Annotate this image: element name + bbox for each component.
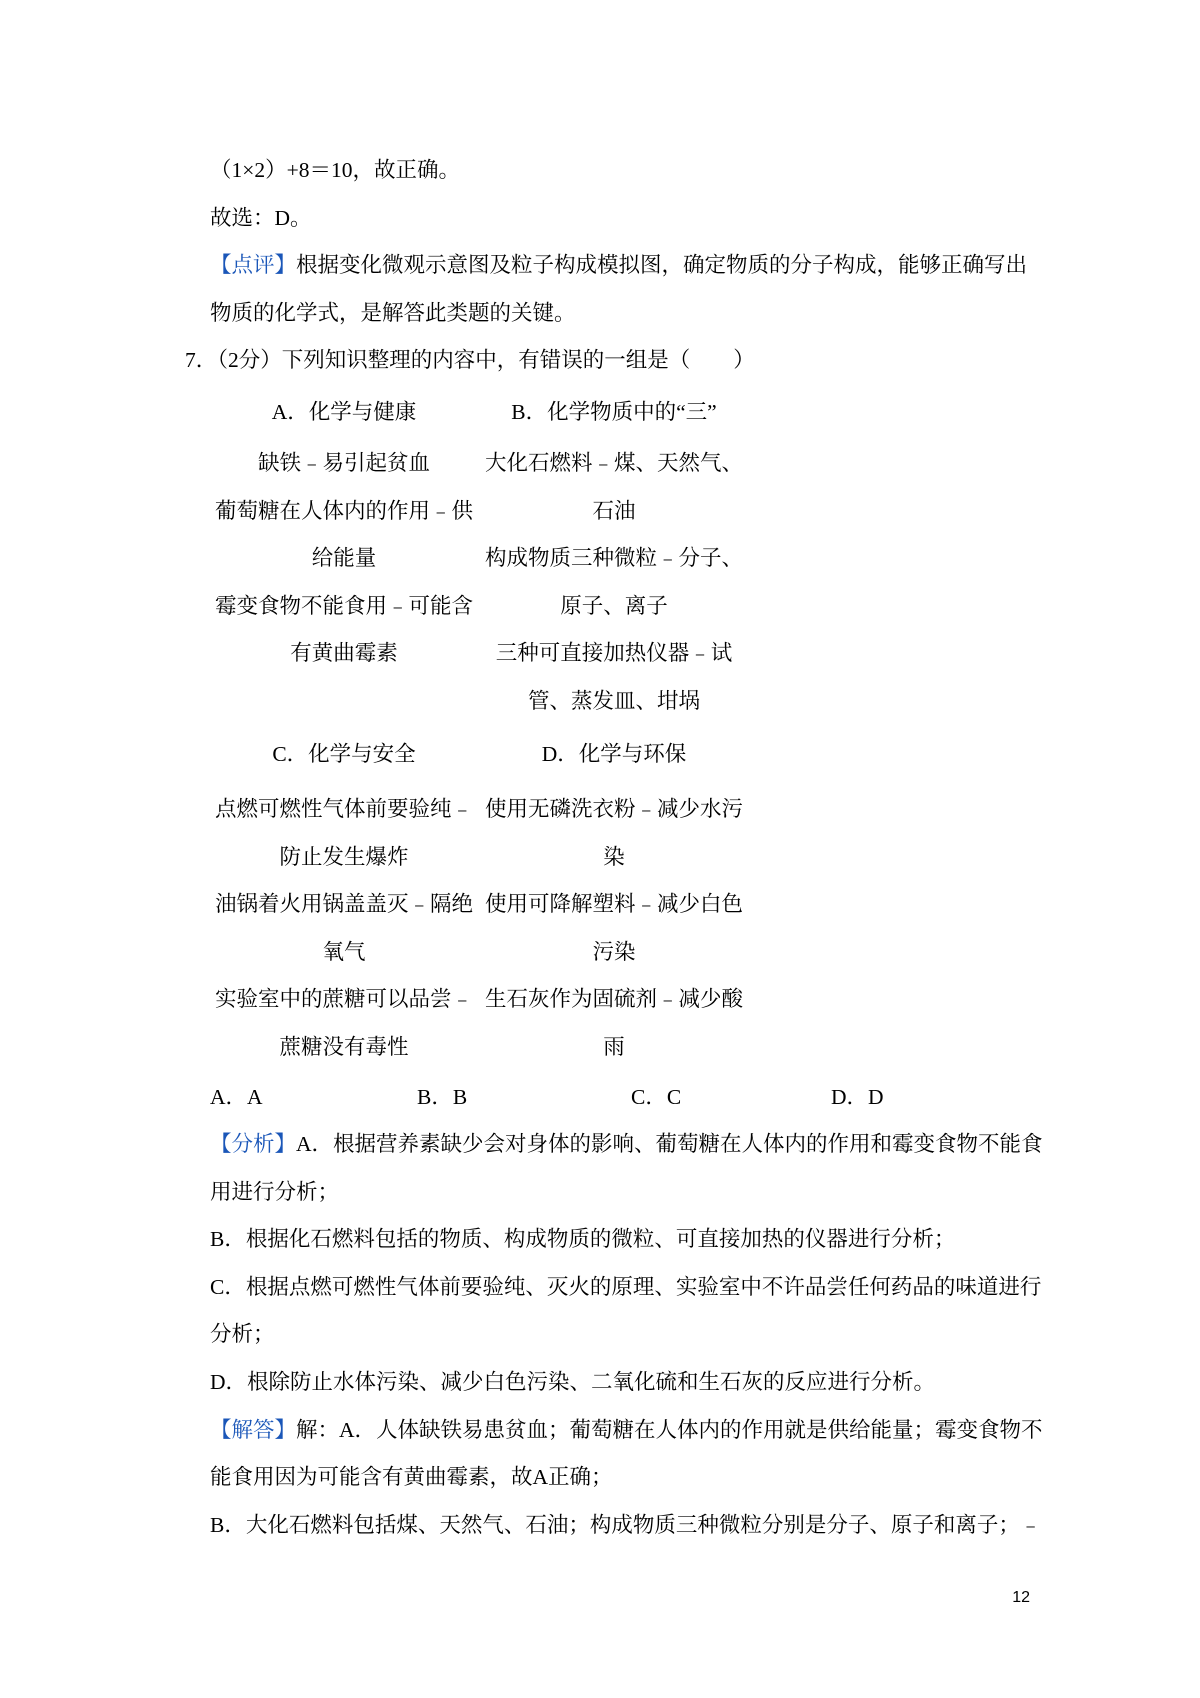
answer-line: B．大化石燃料包括煤、天然气、石油；构成物质三种微粒分别是分子、原子和离子；﹣ — [210, 1512, 1042, 1537]
cell-d-line: 染 — [603, 844, 625, 869]
cell-b-line: 管、蒸发皿、坩埚 — [527, 688, 700, 713]
calc-line: （1×2）+8＝10，故正确。 — [210, 158, 461, 182]
answer-text-1: 解：A．人体缺铁易患贫血；葡萄糖在人体内的作用就是供给能量；霉变食物不 — [296, 1417, 1043, 1442]
cell-d-line: 使用无磷洗衣粉﹣减少水污 — [484, 797, 743, 821]
analysis-line: B．根据化石燃料包括的物质、构成物质的微粒、可直接加热的仪器进行分析； — [210, 1227, 956, 1252]
analysis-line: 用进行分析； — [210, 1179, 340, 1204]
review-line-1 — [210, 242, 1027, 290]
review-line-2: 物质的化学式，是解答此类题的关键。 — [210, 300, 576, 325]
option-a: A．A — [210, 1085, 263, 1109]
table-cell-b — [483, 440, 745, 726]
table-header-d: D．化学与环保 — [541, 742, 687, 766]
top-text-block — [185, 147, 1028, 385]
cell-c-line: 氧气 — [322, 939, 366, 964]
review-text-1: 根据变化微观示意图及粒子构成模拟图，确定物质的分子构成，能够正确写出 — [296, 253, 1028, 278]
cell-b-line: 构成物质三种微粒﹣分子、 — [484, 546, 743, 571]
cell-c-line: 实验室中的蔗糖可以品尝﹣ — [214, 987, 473, 1012]
cell-d-line: 生石灰作为固硫剂﹣减少酸 — [484, 987, 743, 1012]
analysis-line: D．根除防止水体污染、减少白色污染、二氧化硫和生石灰的反应进行分析。 — [210, 1369, 936, 1394]
answer-line-1 — [210, 1407, 1043, 1455]
page-number: 12 — [1012, 1589, 1030, 1606]
option-d: D．D — [831, 1085, 884, 1109]
cell-b-line: 大化石燃料﹣煤、天然气、 — [484, 451, 743, 475]
answer-choice-line: 故选：D。 — [210, 205, 312, 230]
table-header-b: B．化学物质中的“三” — [511, 400, 717, 424]
cell-d-line: 雨 — [603, 1034, 625, 1059]
cell-b-line: 三种可直接加热仪器﹣试 — [495, 641, 733, 666]
cell-c-line: 油锅着火用锅盖盖灭﹣隔绝 — [214, 892, 473, 917]
cell-c-line: 防止发生爆炸 — [279, 844, 409, 869]
table-cell-c — [213, 786, 475, 1072]
cell-c-line: 蔗糖没有毒性 — [279, 1034, 409, 1059]
table-header-c: C．化学与安全 — [272, 742, 416, 766]
cell-a-line: 缺铁﹣易引起贫血 — [257, 451, 430, 475]
option-c: C．C — [631, 1085, 682, 1109]
cell-b-line: 原子、离子 — [560, 593, 668, 618]
review-tag: 【点评】 — [210, 253, 297, 278]
cell-d-line: 污染 — [592, 939, 636, 964]
table-cell-a — [213, 440, 475, 678]
table-header-a: A．化学与健康 — [271, 400, 417, 424]
answer-line: 能食用因为可能含有黄曲霉素，故A正确； — [210, 1465, 613, 1490]
cell-c-line: 点燃可燃性气体前要验纯﹣ — [214, 797, 473, 821]
cell-d-line: 使用可降解塑料﹣减少白色 — [484, 892, 743, 917]
analysis-tag: 【分析】 — [210, 1132, 297, 1156]
analysis-line: 分析； — [210, 1322, 275, 1347]
analysis-line: C．根据点燃可燃性气体前要验纯、灭火的原理、实验室中不许品尝任何药品的味道进行 — [210, 1274, 1042, 1299]
analysis-text-1: A．根据营养素缺少会对身体的影响、葡萄糖在人体内的作用和霉变食物不能食 — [296, 1132, 1043, 1156]
option-b: B．B — [417, 1085, 468, 1109]
cell-a-line: 霉变食物不能食用﹣可能含 — [214, 593, 473, 618]
cell-a-line: 给能量 — [311, 546, 377, 571]
question-stem: 7．（2分）下列知识整理的内容中，有错误的一组是（ ） — [185, 348, 755, 373]
cell-a-line: 有黄曲霉素 — [290, 641, 398, 666]
analysis-line-1 — [210, 1121, 1043, 1169]
answer-tag: 【解答】 — [210, 1417, 297, 1442]
cell-b-line: 石油 — [592, 498, 636, 523]
cell-a-line: 葡萄糖在人体内的作用﹣供 — [214, 498, 473, 523]
analysis-answer-block — [210, 1121, 1043, 1549]
table-cell-d — [483, 786, 745, 1072]
